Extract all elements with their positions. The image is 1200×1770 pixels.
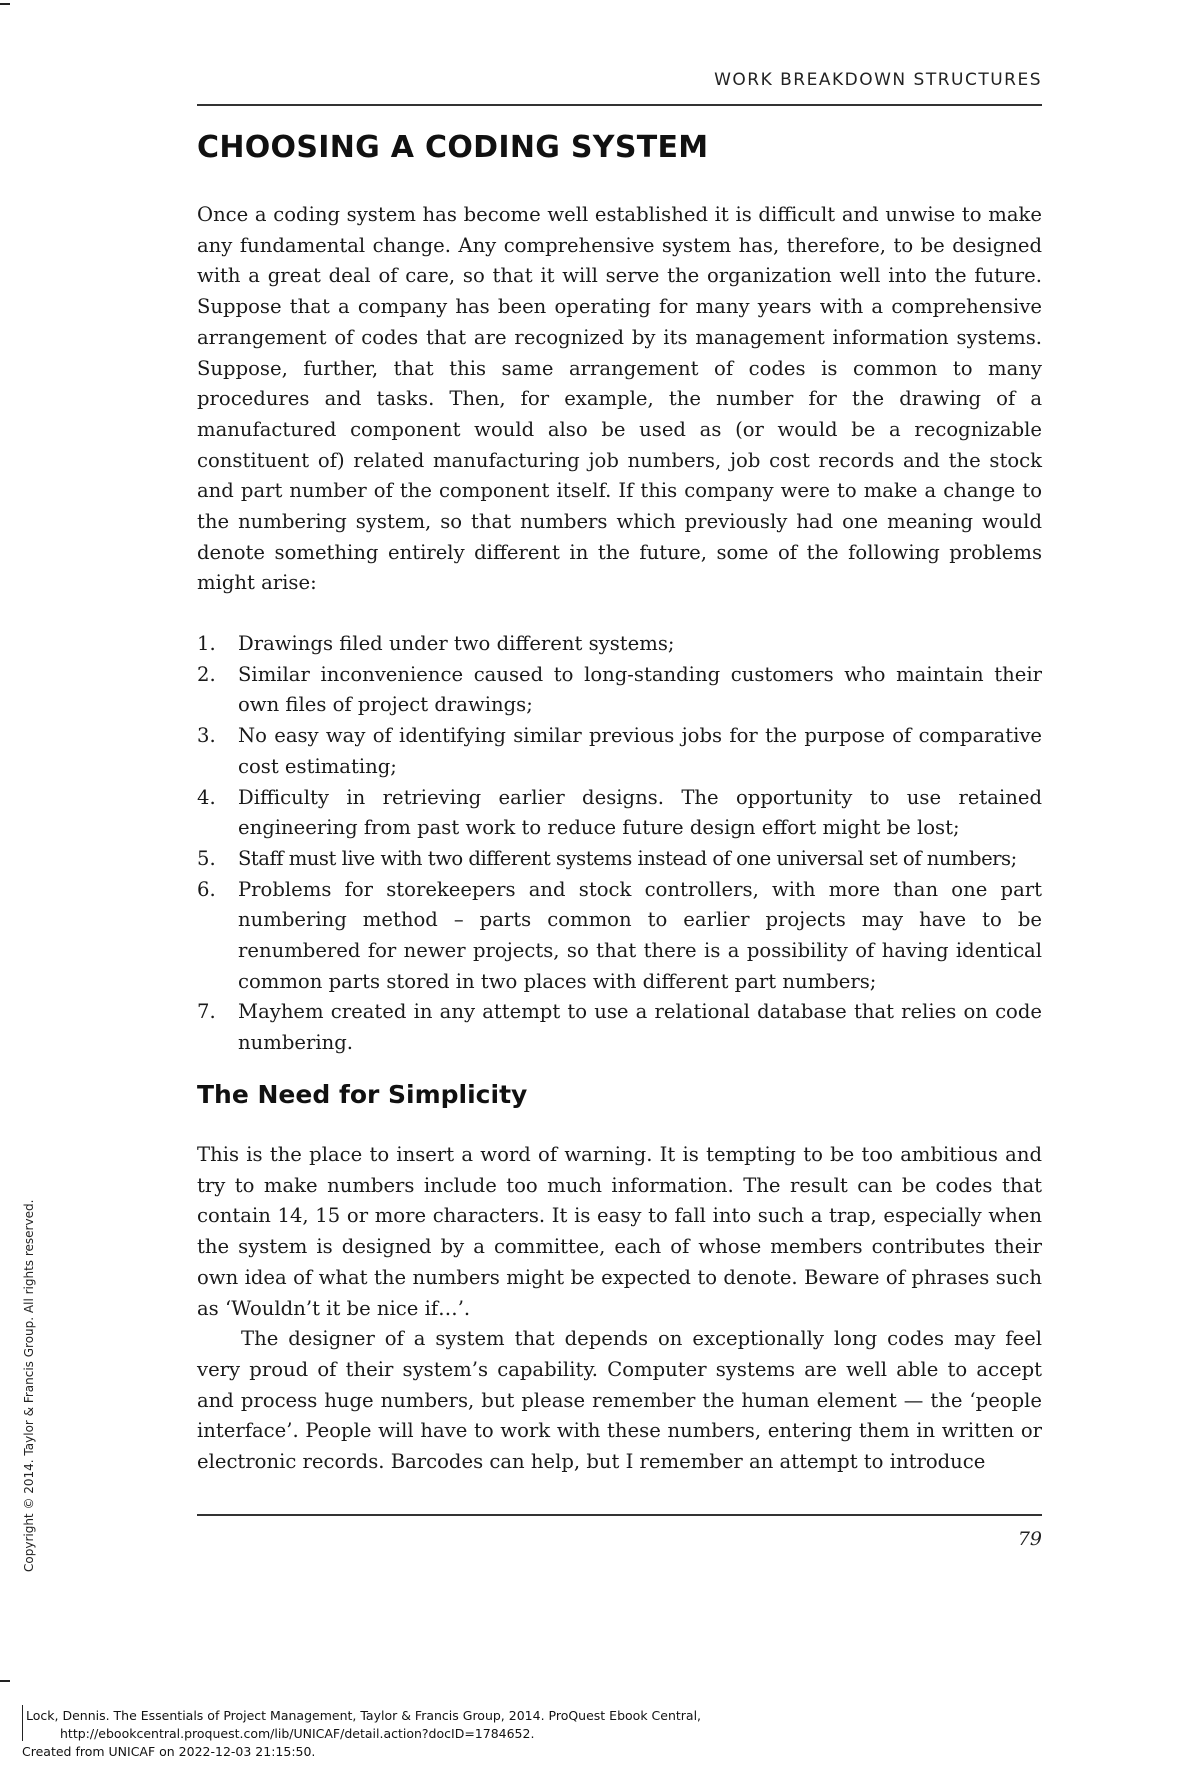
page-number: 79 — [1017, 1528, 1042, 1550]
problems-list-section — [197, 629, 1042, 1059]
chapter-heading: CHOOSING A CODING SYSTEM — [197, 130, 709, 165]
list-item-text: Problems for storekeepers and stock controllers, with more than one part numbering method – parts common to earlier projects may have to be renumbered for newer projects, so that there is a possibility of having identical common parts stored in two places with different part numbers; — [238, 877, 1042, 993]
simplicity-paragraph: The designer of a system that depends on exceptionally long codes may feel very proud of their system’s capability. Computer systems are well able to accept and process huge numbers, but please remember the human element — the ‘people interface’. People will have to work with these numbers, entering them in written or electronic records. Barcodes can help, but I remember an attempt to introduce — [197, 1327, 1042, 1474]
list-item — [197, 875, 1042, 998]
list-item-text: No easy way of identifying similar previous jobs for the purpose of comparative cost estimating; — [238, 724, 1042, 778]
list-item-text: Drawings filed under two different systems; — [238, 632, 675, 655]
list-item-number: 4. — [197, 785, 216, 809]
citation-line: Created from UNICAF on 2022-12-03 21:15:50. — [22, 1744, 316, 1759]
running-head: WORK BREAKDOWN STRUCTURES — [714, 70, 1042, 90]
citation-block — [22, 1707, 701, 1761]
list-item — [197, 660, 1042, 721]
list-item-number: 1. — [197, 632, 216, 655]
citation-line: Lock, Dennis. The Essentials of Project Management, Taylor & Francis Group, 2014. ProQuest Ebook Central, — [26, 1708, 702, 1723]
list-item-number: 5. — [197, 846, 216, 870]
list-item — [197, 721, 1042, 782]
simplicity-section — [197, 1140, 1042, 1478]
list-item — [197, 997, 1042, 1058]
citation-link[interactable]: http://ebookcentral.proquest.com/lib/UNICAF/detail.action?docID=1784652. — [60, 1726, 535, 1741]
simplicity-paragraph: This is the place to insert a word of warning. It is tempting to be too ambitious and try to make numbers include too much information. The result can be codes that contain 14, 15 or more characters. It is easy to fall into such a trap, especially when the system is designed by a committee, each of whose members contributes their own idea of what the numbers might be expected to denote. Beware of phrases such as ‘Wouldn’t it be nice if…’. — [197, 1143, 1042, 1320]
list-item-text: Similar inconvenience caused to long-standing customers who maintain their own files of project drawings; — [238, 662, 1042, 717]
copyright-notice: Copyright © 2014. Taylor & Francis Group. All rights reserved. — [22, 1199, 36, 1572]
intro-paragraph: Once a coding system has become well established it is difficult and unwise to make any fundamental change. Any comprehensive system has, therefore, to be designed with a great deal of care, so that it will serve the organization well into the future. Suppose that a company has been operating for many years with a comprehensive arrangement of codes that are recognized by its management information systems. Suppose, further, that this same arrangement of codes is common to many procedures and tasks. Then, for example, the number for the drawing of a manufactured component would also be used as (or would be a recognizable constituent of) related manufacturing job numbers, job cost records and the stock and part number of the component itself. If this company were to make a change to the numbering system, so that numbers which previously had one meaning would denote something entirely different in the future, some of the following problems might arise: — [197, 203, 1042, 595]
crop-mark — [0, 3, 10, 5]
list-item-text: Staff must live with two different systems instead of one universal set of numbers; — [238, 846, 1017, 870]
list-item-number: 6. — [197, 877, 216, 901]
header-divider — [197, 104, 1042, 106]
crop-mark — [0, 1680, 10, 1682]
list-item — [197, 783, 1042, 844]
section-heading: The Need for Simplicity — [197, 1080, 528, 1109]
list-item — [197, 629, 1042, 660]
intro-section — [197, 200, 1042, 599]
footer-divider — [197, 1514, 1042, 1516]
list-item-text: Mayhem created in any attempt to use a relational database that relies on code numbering. — [238, 1000, 1042, 1055]
list-item-text: Difficulty in retrieving earlier designs. The opportunity to use retained engineering from past work to reduce future design effort might be lost; — [238, 785, 1042, 840]
list-item-number: 3. — [197, 724, 216, 748]
list-item-number: 2. — [197, 662, 216, 686]
problems-list — [197, 629, 1042, 1059]
list-item-number: 7. — [197, 1000, 216, 1024]
list-item — [197, 844, 1042, 875]
